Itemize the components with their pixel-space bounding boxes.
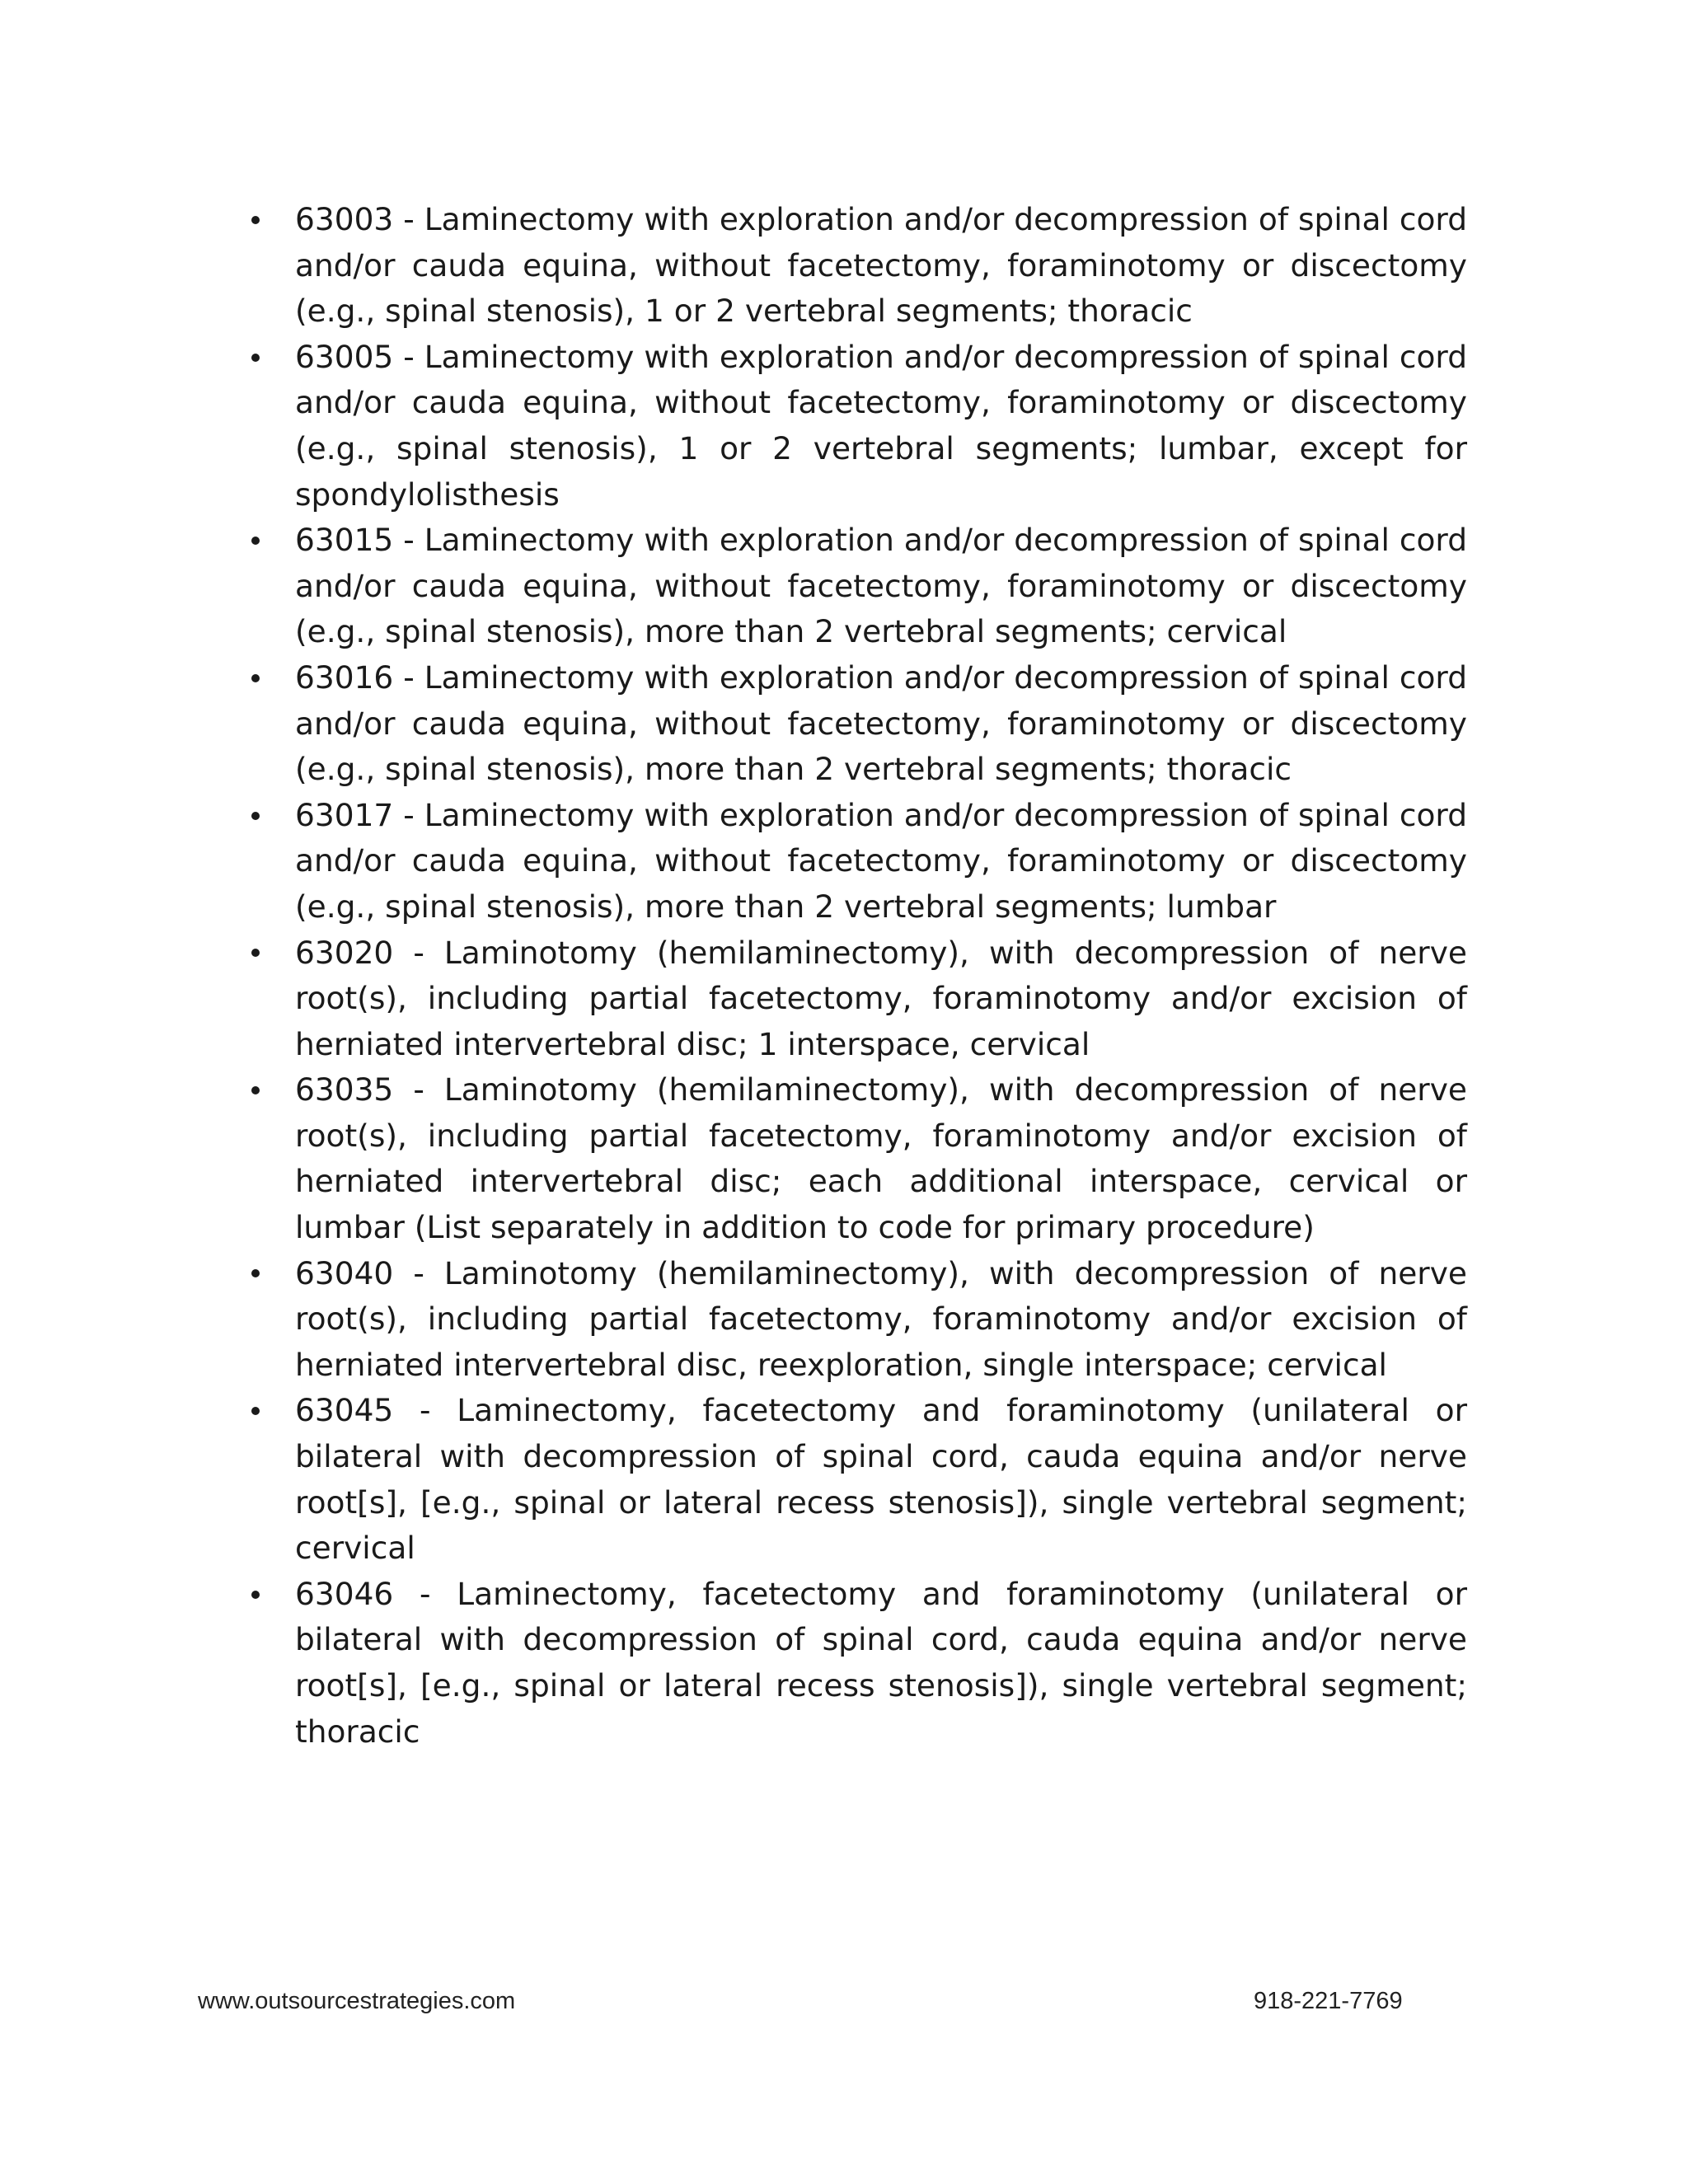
list-item-text: 63015 - Laminectomy with exploration and/or decompression of spinal cord and/or cauda equina, without facetectomy, foraminotomy or discectomy (e.g., spinal stenosis), more than 2 vertebral segments; cervical <box>295 522 1467 650</box>
bullet-icon <box>247 335 264 381</box>
list-item-text: 63005 - Laminectomy with exploration and/or decompression of spinal cord and/or cauda equina, without facetectomy, foraminotomy or discectomy (e.g., spinal stenosis), 1 or 2 vertebral segments; lumbar, except for spondylolisthesis <box>295 338 1467 513</box>
list-item <box>247 1388 1467 1571</box>
list-item <box>247 655 1467 793</box>
list-item <box>247 1572 1467 1755</box>
list-item <box>247 335 1467 518</box>
list-item <box>247 197 1467 335</box>
list-item-text: 63003 - Laminectomy with exploration and/or decompression of spinal cord and/or cauda equina, without facetectomy, foraminotomy or discectomy (e.g., spinal stenosis), 1 or 2 vertebral segments; thoracic <box>295 201 1467 330</box>
list-item-text: 63035 - Laminotomy (hemilaminectomy), with decompression of nerve root(s), including partial facetectomy, foraminotomy and/or excision of herniated intervertebral disc; each additional interspace, cervical or lumbar (List separately in addition to code for primary procedure) <box>295 1071 1467 1246</box>
list-item-text: 63045 - Laminectomy, facetectomy and foraminotomy (unilateral or bilateral with decompression of spinal cord, cauda equina and/or nerve root[s], [e.g., spinal or lateral recess stenosis]), single vertebral segment; cervical <box>295 1392 1467 1567</box>
list-item <box>247 793 1467 930</box>
bullet-icon <box>247 930 264 977</box>
list-item <box>247 518 1467 655</box>
list-item <box>247 1067 1467 1250</box>
list-item-text: 63040 - Laminotomy (hemilaminectomy), with decompression of nerve root(s), including partial facetectomy, foraminotomy and/or excision of herniated intervertebral disc, reexploration, single interspace; cervical <box>295 1254 1467 1383</box>
list-item <box>247 1251 1467 1389</box>
bullet-icon <box>247 1251 264 1297</box>
bullet-icon <box>247 518 264 564</box>
bullet-icon <box>247 1572 264 1618</box>
list-item-text: 63017 - Laminectomy with exploration and/or decompression of spinal cord and/or cauda equina, without facetectomy, foraminotomy or discectomy (e.g., spinal stenosis), more than 2 vertebral segments; lumbar <box>295 796 1467 925</box>
list-item-text: 63046 - Laminectomy, facetectomy and foraminotomy (unilateral or bilateral with decompression of spinal cord, cauda equina and/or nerve root[s], [e.g., spinal or lateral recess stenosis]), single vertebral segment; thoracic <box>295 1575 1467 1750</box>
bullet-icon <box>247 793 264 839</box>
list-item-text: 63020 - Laminotomy (hemilaminectomy), with decompression of nerve root(s), including partial facetectomy, foraminotomy and/or excision of herniated intervertebral disc; 1 interspace, cervical <box>295 934 1467 1062</box>
bullet-icon <box>247 197 264 243</box>
bullet-icon <box>247 1067 264 1113</box>
list-item <box>247 930 1467 1068</box>
bullet-icon <box>247 1388 264 1434</box>
list-item-text: 63016 - Laminectomy with exploration and/or decompression of spinal cord and/or cauda equina, without facetectomy, foraminotomy or discectomy (e.g., spinal stenosis), more than 2 vertebral segments; thoracic <box>295 658 1467 788</box>
procedure-code-list <box>247 197 1467 1755</box>
footer-website-link[interactable]: www.outsourcestrategies.com <box>198 1988 516 2014</box>
footer-phone-number: 918-221-7769 <box>1254 1988 1403 2014</box>
bullet-icon <box>247 655 264 701</box>
